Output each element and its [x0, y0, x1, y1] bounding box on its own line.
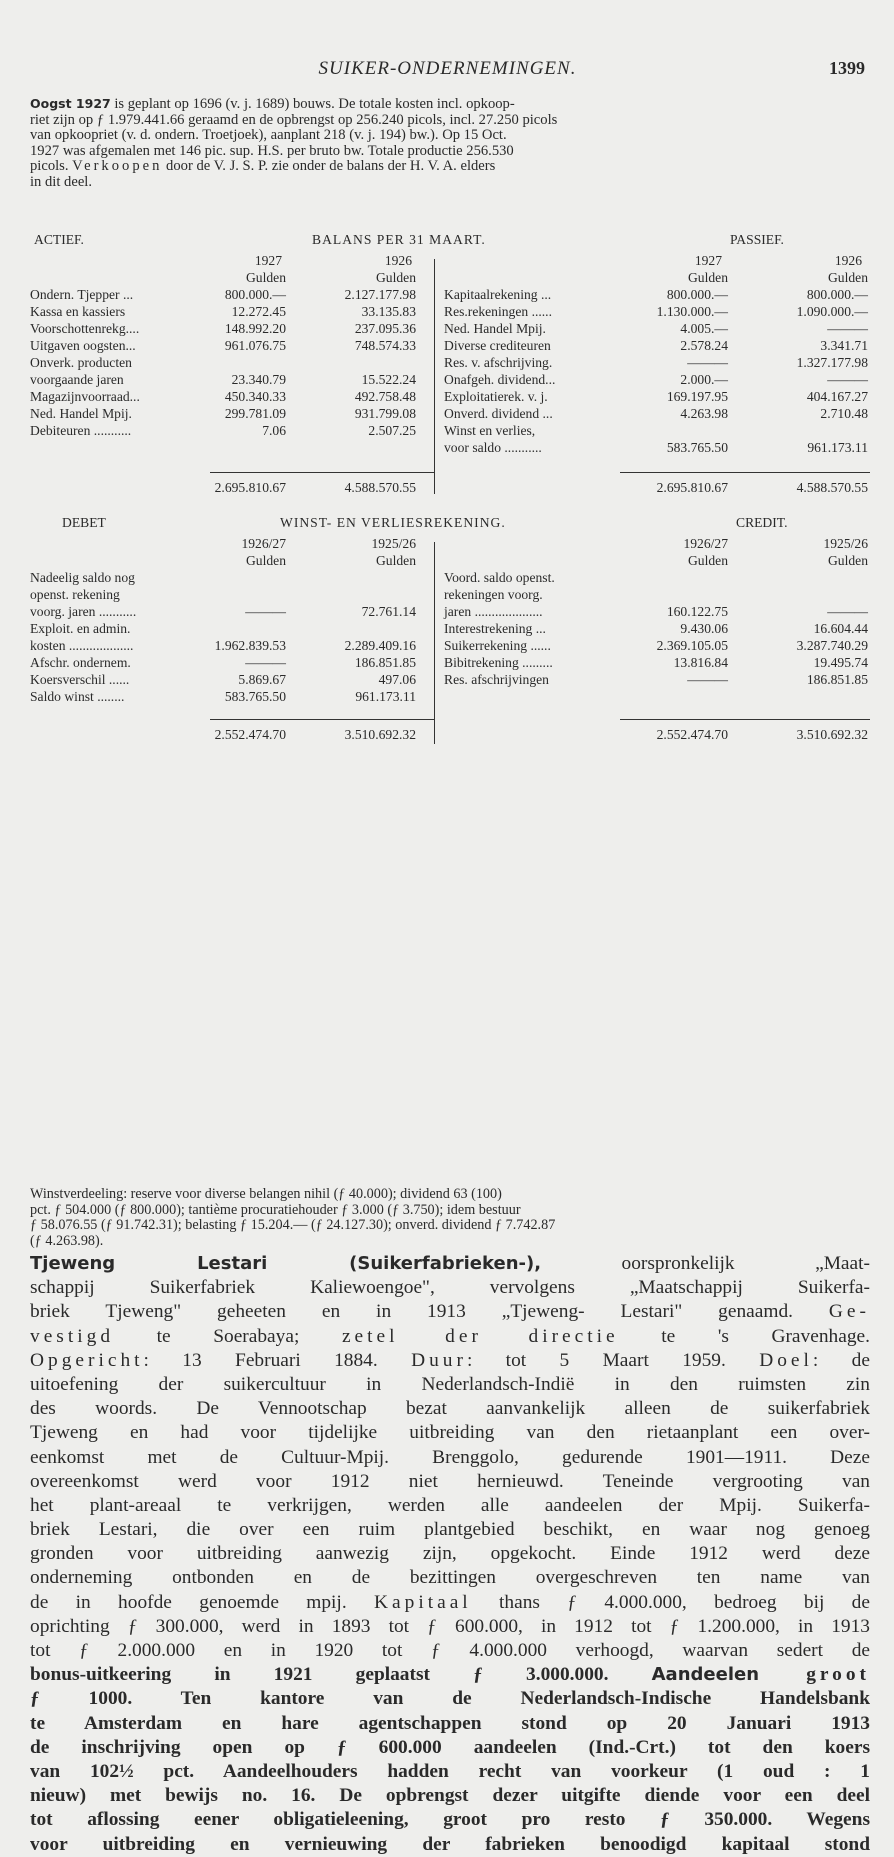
row-value-current: 800.000.— — [666, 287, 728, 302]
row-value-current: 12.272.45 — [231, 304, 286, 319]
body-line-1: oorspronkelijk „Maat- — [621, 1253, 870, 1274]
row-label: Winst en verlies, — [444, 423, 536, 438]
pl-unit-2: Gulden — [375, 553, 416, 568]
row-value-current: ——— — [245, 604, 286, 619]
row-value-previous: 492.758.48 — [354, 389, 416, 404]
row-value-previous: 2.507.25 — [368, 423, 416, 438]
row-label: Bibitrekening ......... — [444, 655, 553, 670]
row-value-previous: 237.095.36 — [354, 321, 416, 336]
row-value-current: 2.000.— — [680, 372, 728, 387]
intro-text-5b: Verkoopen — [72, 158, 163, 174]
balance-unit-1: Gulden — [245, 270, 286, 285]
row-value-current: 13.816.84 — [673, 655, 728, 670]
intro-text-6: in dit deel. — [30, 173, 93, 190]
row-value-current: ——— — [687, 672, 728, 687]
row-value-current: 800.000.— — [224, 287, 286, 302]
balance-total-right-1: 2.695.810.67 — [656, 480, 728, 495]
intro-text-5a: picols. — [30, 158, 73, 174]
balance-total-left-2: 4.588.570.55 — [344, 480, 416, 495]
pl-year-1: 1926/27 — [241, 536, 286, 551]
row-value-previous: ——— — [827, 604, 868, 619]
body-line-17: tot ƒ 2.000.000 en in 1920 tot ƒ 4.000.000 verhoogd, waarvan sedert de — [30, 1640, 870, 1661]
row-value-previous: 19.495.74 — [813, 655, 868, 670]
running-header — [30, 58, 865, 84]
intro-text-5c: door de V. J. S. P. zie onder de balans der H. V. A. elders — [162, 158, 496, 174]
pl-rule-right — [620, 719, 870, 720]
pl-right-row — [30, 604, 870, 621]
row-value-current: 5.869.67 — [238, 672, 286, 687]
balance-year-2: 1926 — [384, 253, 412, 268]
pl-unit-1: Gulden — [245, 553, 286, 568]
balance-rule-right — [620, 472, 870, 473]
balance-rule-left — [210, 472, 434, 473]
row-label: openst. rekening — [30, 587, 120, 602]
page-title: SUIKER-ONDERNEMINGEN. — [318, 58, 577, 79]
pl-right-row — [30, 570, 870, 587]
balance-unit-4: Gulden — [827, 270, 868, 285]
body-line-3b: Ge- — [828, 1301, 870, 1323]
body-line-2: schappij Suikerfabriek Kaliewoengoe", vervolgens „Maatschappij Suikerfa- — [30, 1277, 870, 1299]
balance-unit-2: Gulden — [375, 270, 416, 285]
body-line-3a: briek Tjeweng" geheeten en in 1913 „Tjeweng- Lestari" genaamd. — [30, 1301, 829, 1323]
balance-divider — [434, 259, 435, 494]
row-label: voorgaande jaren — [30, 372, 124, 387]
row-label: Res. v. afschrijving. — [444, 355, 553, 370]
row-label: Suikerrekening ...... — [444, 638, 551, 653]
pl-left-title: DEBET — [62, 515, 106, 530]
row-value-current: ——— — [687, 355, 728, 370]
intro-text-2: riet zijn op ƒ 1.979.441.66 geraamd en de opbrengst op 256.240 picols, incl. 27.250 picols — [30, 111, 558, 128]
balance-right-row — [30, 304, 870, 321]
body-line-8: Tjeweng en had voor tijdelijke uitbreiding van den rietaanplant een over- — [30, 1422, 870, 1444]
balance-center-title: BALANS PER 31 MAART. — [312, 232, 486, 247]
row-label: Saldo winst ........ — [30, 689, 125, 704]
label-doel: Doel — [759, 1349, 813, 1371]
row-label: Voorschottenrekg.... — [30, 321, 140, 336]
pl-year-4: 1925/26 — [823, 536, 868, 551]
row-label: Interestrekening ... — [444, 621, 546, 636]
pl-year-2: 1925/26 — [371, 536, 416, 551]
body-line-4b: te Soerabaya; — [114, 1325, 342, 1347]
pl-year-3: 1926/27 — [683, 536, 728, 551]
balance-right-row — [30, 321, 870, 338]
row-label: Kassa en kassiers — [30, 304, 126, 319]
row-value-previous: 15.522.24 — [361, 372, 416, 387]
body-line-22: van 102½ pct. Aandeelhouders hadden recht van voorkeur (1 oud : 1 — [30, 1760, 870, 1782]
pl-unit-4: Gulden — [827, 553, 868, 568]
row-value-previous: 748.574.33 — [354, 338, 416, 353]
row-value-current: 169.197.95 — [666, 389, 728, 404]
balance-right-row — [30, 406, 870, 423]
row-value-previous: 3.287.740.29 — [796, 638, 868, 653]
body-line-15a: de in hoofde genoemde mpij. — [30, 1591, 375, 1613]
row-label: Debiteuren ........... — [30, 423, 132, 438]
body-line-6: uitoefening der suikercultuur in Nederlandsch-Indië in den ruimsten zin — [30, 1373, 870, 1395]
body-line-21: de inschrijving open op ƒ 600.000 aandeelen (Ind.-Crt.) tot den koers — [30, 1736, 870, 1758]
pl-left-row — [30, 689, 870, 706]
pl-total-right-2: 3.510.692.32 — [796, 727, 868, 742]
row-value-previous: 186.851.85 — [354, 655, 416, 670]
pl-right-row — [30, 655, 870, 672]
balance-year-4: 1926 — [834, 253, 862, 268]
row-label: Onverd. dividend ... — [444, 406, 553, 421]
body-line-11: het plant-areaal te verkrijgen, werden alle aandeelen der Mpij. Suikerfa- — [30, 1494, 870, 1516]
row-value-previous: 2.710.48 — [820, 406, 868, 421]
row-value-previous: ——— — [827, 321, 868, 336]
company-heading: Tjeweng Lestari (Suikerfabrieken-), — [30, 1253, 542, 1274]
balance-total-right-2: 4.588.570.55 — [796, 480, 868, 495]
row-label: voor saldo ........... — [444, 440, 542, 455]
row-value-previous: 3.341.71 — [820, 338, 868, 353]
balance-right-row — [30, 440, 870, 457]
body-line-4d: te 's Gravenhage. — [618, 1325, 870, 1347]
row-label: Res. afschrijvingen — [444, 672, 549, 687]
intro-text-3: van opkoopriet (v. d. ondern. Troetjoek), aanplant 218 (v. j. 194) bw.). Op 15 Oct. — [30, 127, 507, 143]
body-line-13: gronden voor uitbreiding aanwezig zijn, opgekocht. Einde 1912 werd deze — [30, 1543, 870, 1565]
balance-year-3: 1927 — [694, 253, 722, 268]
row-value-current: 1.130.000.— — [656, 304, 728, 319]
body-line-24: tot aflossing eener obligatieleening, groot pro resto ƒ 350.000. Wegens — [30, 1809, 870, 1831]
row-label: Kapitaalrekening ... — [444, 287, 552, 302]
row-value-previous: 961.173.11 — [807, 440, 868, 455]
row-value-current: 2.369.105.05 — [656, 638, 728, 653]
pl-divider — [434, 542, 435, 744]
row-value-previous: 497.06 — [378, 672, 416, 687]
balance-right-row — [30, 372, 870, 389]
intro-lead: Oogst 1927 — [30, 96, 111, 111]
row-label: kosten ................... — [30, 638, 134, 653]
balance-right-row — [30, 355, 870, 372]
label-gevestigd: vestigd — [30, 1325, 115, 1347]
row-label: Res.rekeningen ...... — [444, 304, 552, 319]
label-duur: Duur — [411, 1349, 467, 1371]
body-line-23: nieuw) met bewijs no. 16. De opbrengst dezer uitgifte diende voor een deel — [30, 1785, 870, 1807]
balance-sheet — [30, 232, 870, 502]
winst-line-2: pct. ƒ 504.000 (ƒ 800.000); tantième procuratiehouder ƒ 3.000 (ƒ 3.750); idem bestuur — [30, 1201, 521, 1218]
balance-right-row — [30, 287, 870, 304]
row-label: Magazijnvoorraad... — [30, 389, 140, 404]
body-line-12: briek Lestari, die over een ruim plantgebied beschikt, en waar nog genoeg — [30, 1519, 870, 1541]
label-opgericht: Opgericht — [30, 1349, 144, 1371]
row-value-current: 450.340.33 — [224, 389, 286, 404]
row-label: Afschr. ondernem. — [30, 655, 131, 670]
label-kapitaal: Kapitaal — [374, 1591, 472, 1613]
body-line-10: overeenkomst werd voor 1912 niet hernieuwd. Teneinde vergrooting van — [30, 1470, 870, 1492]
winst-line-1: Winstverdeeling: reserve voor diverse belangen nihil (ƒ 40.000); dividend 63 (100) — [30, 1186, 502, 1202]
pl-center-title: WINST- EN VERLIESREKENING. — [280, 515, 506, 530]
body-line-5b: : 13 Februari 1884. — [143, 1349, 412, 1371]
row-value-current: 7.06 — [262, 423, 286, 438]
row-value-previous: 16.604.44 — [813, 621, 868, 636]
row-value-previous: 961.173.11 — [355, 689, 416, 704]
body-line-9: eenkomst met de Cultuur-Mpij. Brenggolo, gedurende 1901—1911. Deze — [30, 1446, 870, 1468]
balance-unit-3: Gulden — [687, 270, 728, 285]
row-label: jaren .................... — [444, 604, 543, 619]
pl-unit-3: Gulden — [687, 553, 728, 568]
balance-right-row — [30, 389, 870, 406]
row-value-current: 583.765.50 — [666, 440, 728, 455]
winst-line-4: (ƒ 4.263.98). — [30, 1232, 104, 1249]
intro-text-4: 1927 was afgemalen met 146 pic. sup. H.S. per bruto bw. Totale productie 256.530 — [30, 142, 514, 159]
row-label: rekeningen voorg. — [444, 587, 543, 602]
row-value-current: 299.781.09 — [224, 406, 286, 421]
row-label: Onverk. producten — [30, 355, 132, 370]
row-label: Ned. Handel Mpij. — [444, 321, 546, 336]
pl-right-row — [30, 587, 870, 604]
pl-right-row — [30, 638, 870, 655]
row-value-previous: 2.289.409.16 — [344, 638, 416, 653]
pl-total-right-1: 2.552.474.70 — [656, 727, 728, 742]
row-value-previous: 186.851.85 — [806, 672, 868, 687]
row-value-previous: 33.135.83 — [361, 304, 416, 319]
pl-rule-left — [210, 719, 434, 720]
row-label: Ondern. Tjepper ... — [30, 287, 134, 302]
winst-line-3: ƒ 58.076.55 (ƒ 91.742.31); belasting ƒ 15.204.— (ƒ 24.127.30); onverd. dividend ƒ 7.742.87 — [30, 1217, 556, 1233]
body-line-18c: groot — [759, 1664, 870, 1686]
winstverdeeling-paragraph — [30, 1187, 870, 1249]
profit-loss-account — [30, 515, 870, 745]
body-line-15c: thans ƒ 4.000.000, bedroeg bij de — [471, 1591, 870, 1613]
row-value-current: 23.340.79 — [231, 372, 286, 387]
row-value-current: 160.122.75 — [666, 604, 728, 619]
row-value-previous: 1.090.000.— — [796, 304, 868, 319]
row-label: Ned. Handel Mpij. — [30, 406, 132, 421]
body-line-18a: bonus-uitkeering in 1921 geplaatst ƒ 3.000.000. — [30, 1664, 652, 1686]
balance-right-row — [30, 423, 870, 440]
intro-text-1: is geplant op 1696 (v. j. 1689) bouws. De totale kosten incl. opkoop- — [110, 96, 515, 112]
body-line-14: onderneming ontbonden en de bezittingen overgeschreven ten name van — [30, 1567, 870, 1589]
body-line-16: oprichting ƒ 300.000, werd in 1893 tot ƒ 600.000, in 1912 tot ƒ 1.200.000, in 1913 — [30, 1615, 870, 1637]
body-line-20: te Amsterdam en hare agentschappen stond op 20 Januari 1913 — [30, 1712, 870, 1734]
body-line-5d: : tot 5 Maart 1959. — [466, 1349, 760, 1371]
row-value-previous: 404.167.27 — [806, 389, 868, 404]
row-value-previous: ——— — [827, 372, 868, 387]
body-line-5f: : de — [812, 1349, 870, 1371]
row-value-current: 583.765.50 — [224, 689, 286, 704]
company-entry — [30, 1252, 870, 1857]
balance-total-left-1: 2.695.810.67 — [214, 480, 286, 495]
body-line-19: ƒ 1000. Ten kantore van de Nederlandsch-Indische Handelsbank — [30, 1688, 870, 1710]
row-value-previous: 931.799.08 — [354, 406, 416, 421]
row-label: Voord. saldo openst. — [444, 570, 555, 585]
row-value-current: 4.005.— — [680, 321, 728, 336]
row-value-current: 1.962.839.53 — [214, 638, 286, 653]
body-line-7: des woords. De Vennootschap bezat aanvankelijk alleen de suikerfabriek — [30, 1398, 870, 1420]
label-zetel: zetel der directie — [341, 1325, 619, 1347]
row-label: Diverse crediteuren — [444, 338, 551, 353]
row-value-previous: 1.327.177.98 — [796, 355, 868, 370]
row-value-previous: 2.127.177.98 — [344, 287, 416, 302]
pl-right-row — [30, 672, 870, 689]
balance-right-title: PASSIEF. — [730, 232, 784, 247]
pl-right-row — [30, 621, 870, 638]
row-value-current: 148.992.20 — [224, 321, 286, 336]
page-number: 1399 — [829, 58, 865, 78]
row-value-previous: 800.000.— — [806, 287, 868, 302]
row-label: Exploit. en admin. — [30, 621, 131, 636]
row-label: Onafgeh. dividend... — [444, 372, 556, 387]
row-label: voorg. jaren ........... — [30, 604, 137, 619]
page — [30, 0, 870, 1855]
row-value-current: 9.430.06 — [680, 621, 728, 636]
body-line-25: voor uitbreiding en vernieuwing der fabrieken benoodigd kapitaal stond — [30, 1833, 870, 1855]
row-value-current: 2.578.24 — [680, 338, 728, 353]
row-value-current: 4.263.98 — [680, 406, 728, 421]
pl-total-left-1: 2.552.474.70 — [214, 727, 286, 742]
row-label: Uitgaven oogsten... — [30, 338, 136, 353]
pl-right-title: CREDIT. — [736, 515, 788, 530]
row-value-current: 961.076.75 — [224, 338, 286, 353]
balance-left-title: ACTIEF. — [34, 232, 84, 247]
balance-right-row — [30, 338, 870, 355]
row-value-current: ——— — [245, 655, 286, 670]
balance-year-1: 1927 — [254, 253, 282, 268]
label-aandeelen: Aandeelen — [651, 1664, 760, 1686]
row-label: Koersverschil ...... — [30, 672, 130, 687]
row-label: Exploitatierek. v. j. — [444, 389, 548, 404]
row-label: Nadeelig saldo nog — [30, 570, 135, 585]
pl-total-left-2: 3.510.692.32 — [344, 727, 416, 742]
row-value-previous: 72.761.14 — [361, 604, 416, 619]
intro-paragraph — [30, 96, 870, 190]
